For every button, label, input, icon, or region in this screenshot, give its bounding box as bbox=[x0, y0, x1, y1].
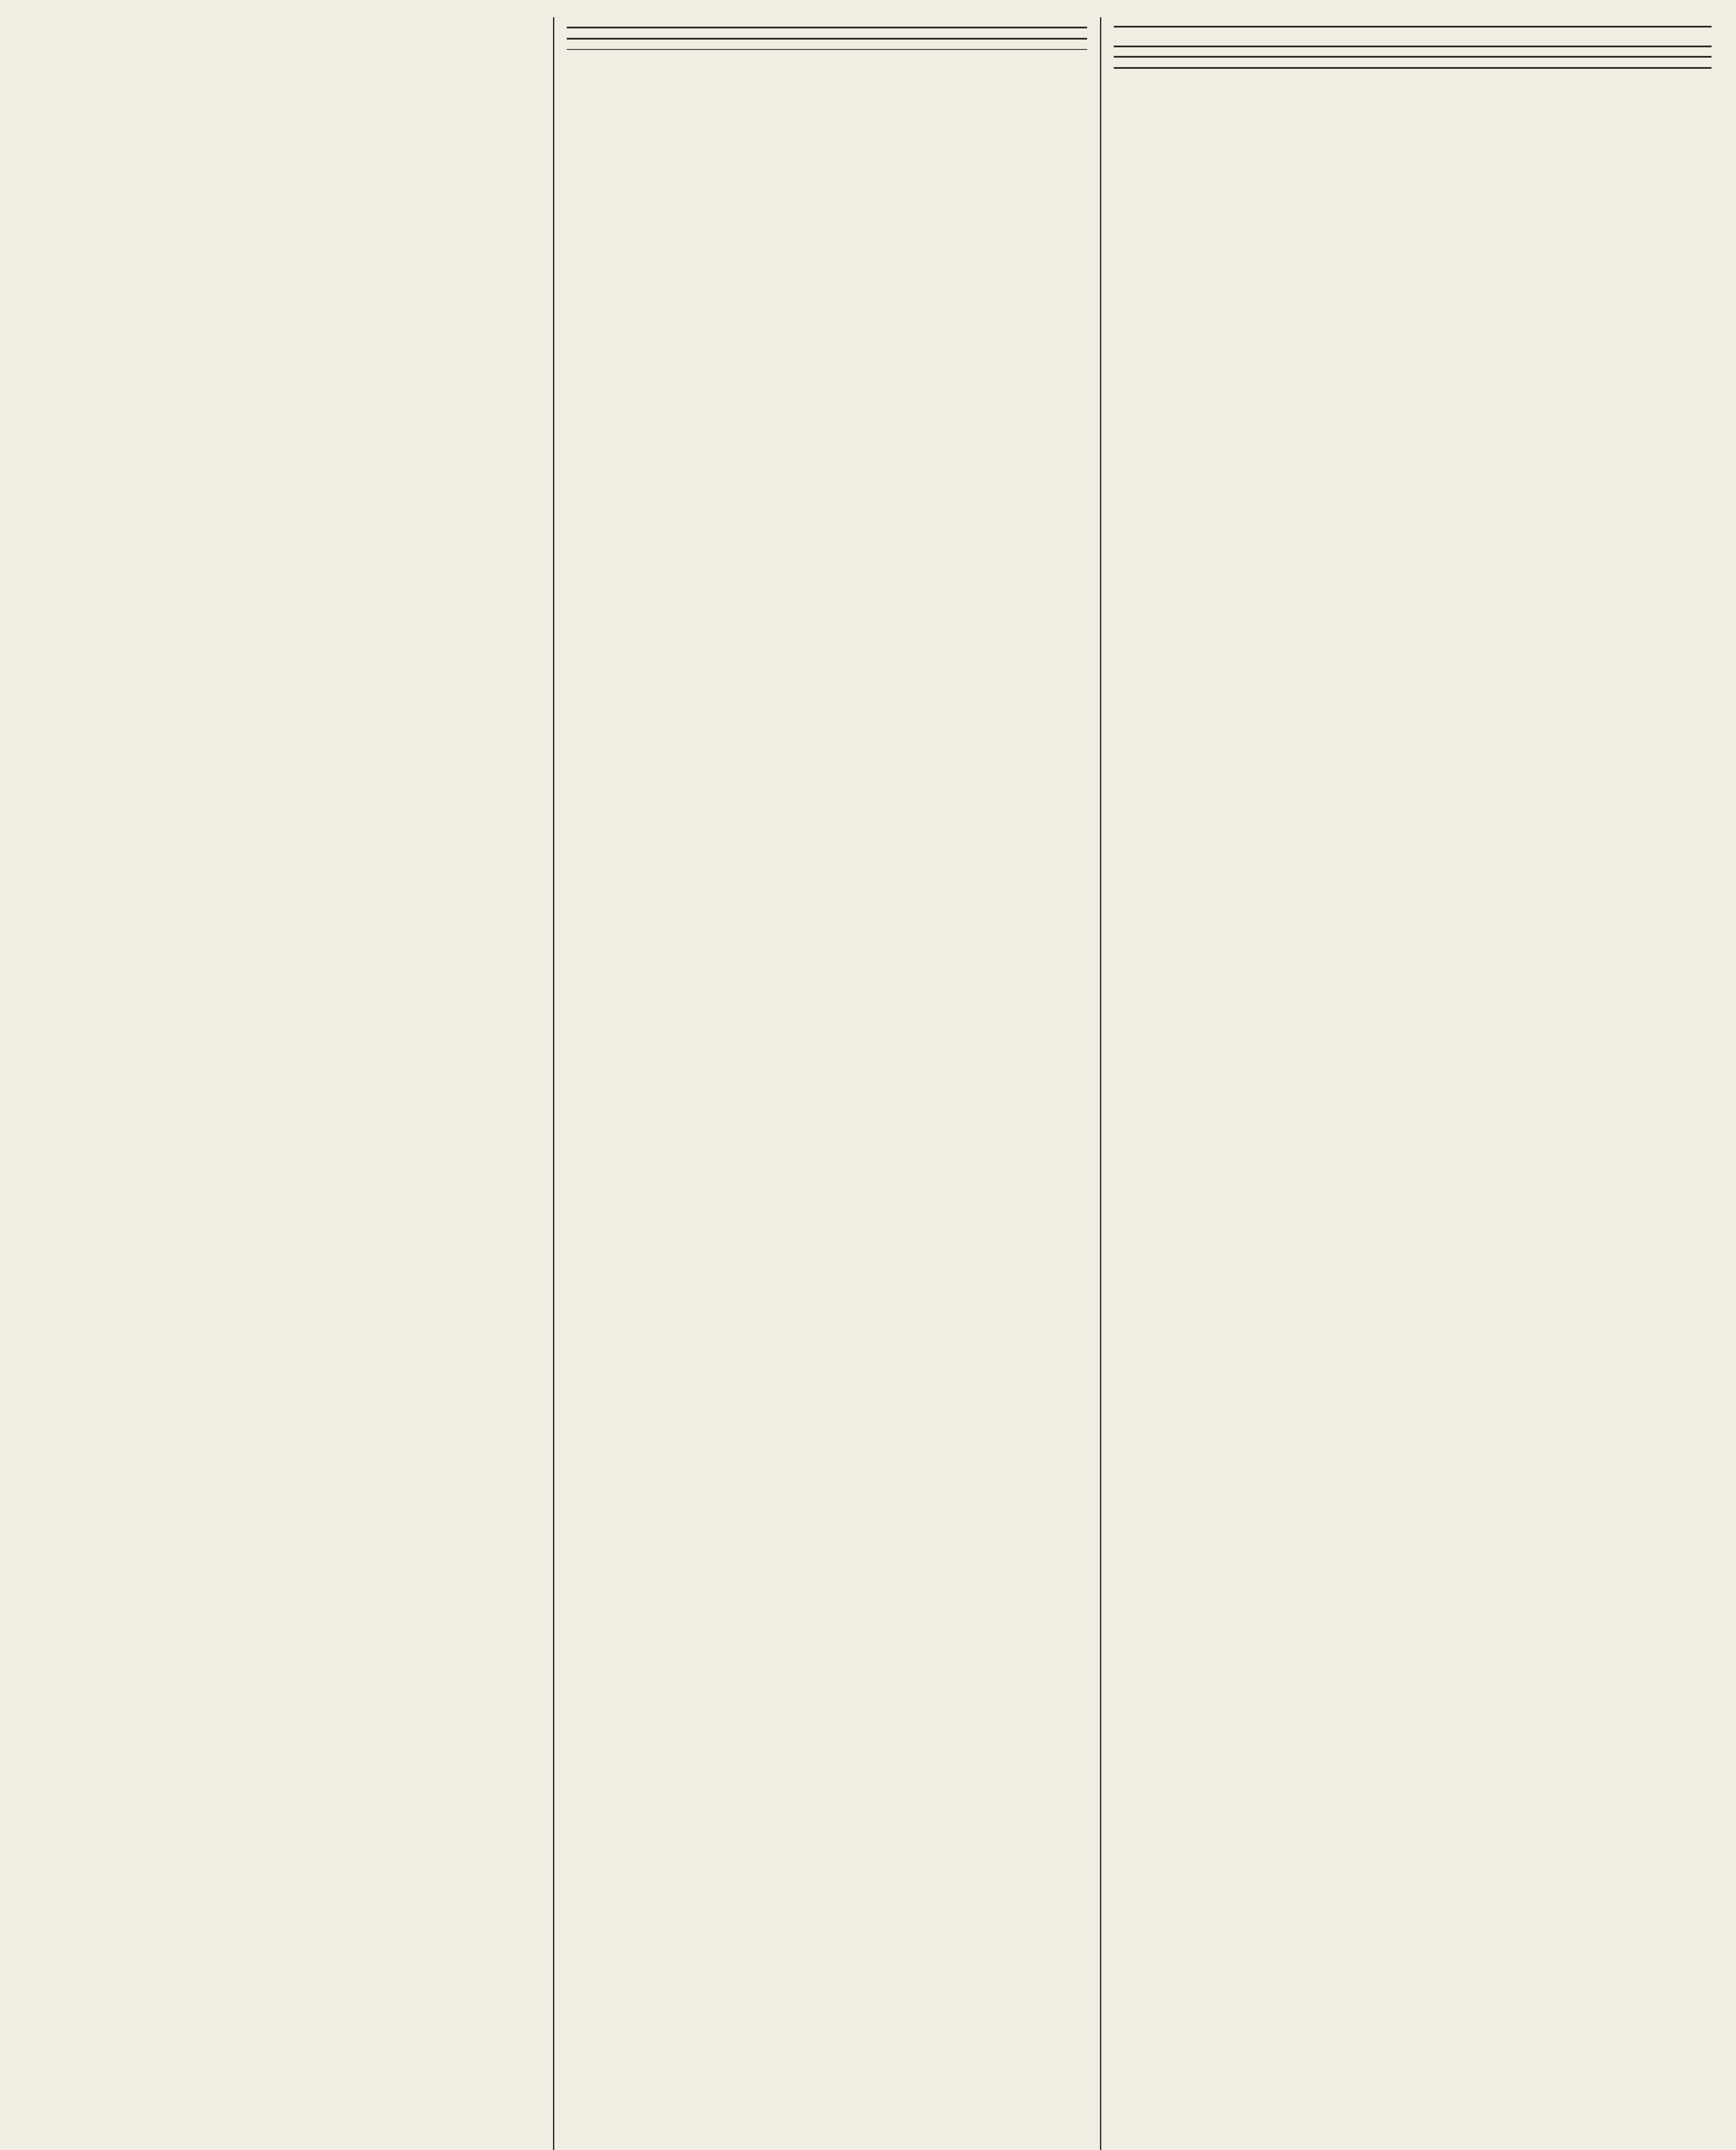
column-middle bbox=[567, 17, 1087, 2150]
section-rule bbox=[1114, 67, 1711, 69]
column-left bbox=[26, 17, 542, 2150]
column-divider bbox=[553, 17, 554, 2150]
section-rule bbox=[567, 38, 1087, 40]
section-rule bbox=[1114, 56, 1711, 58]
section-rule bbox=[567, 49, 1087, 50]
section-rule bbox=[567, 27, 1087, 28]
stock-tables bbox=[1114, 77, 1711, 79]
column-divider bbox=[1100, 17, 1101, 2150]
column-right bbox=[1114, 17, 1711, 2150]
section-rule bbox=[1114, 46, 1711, 47]
section-rule bbox=[1114, 26, 1711, 28]
